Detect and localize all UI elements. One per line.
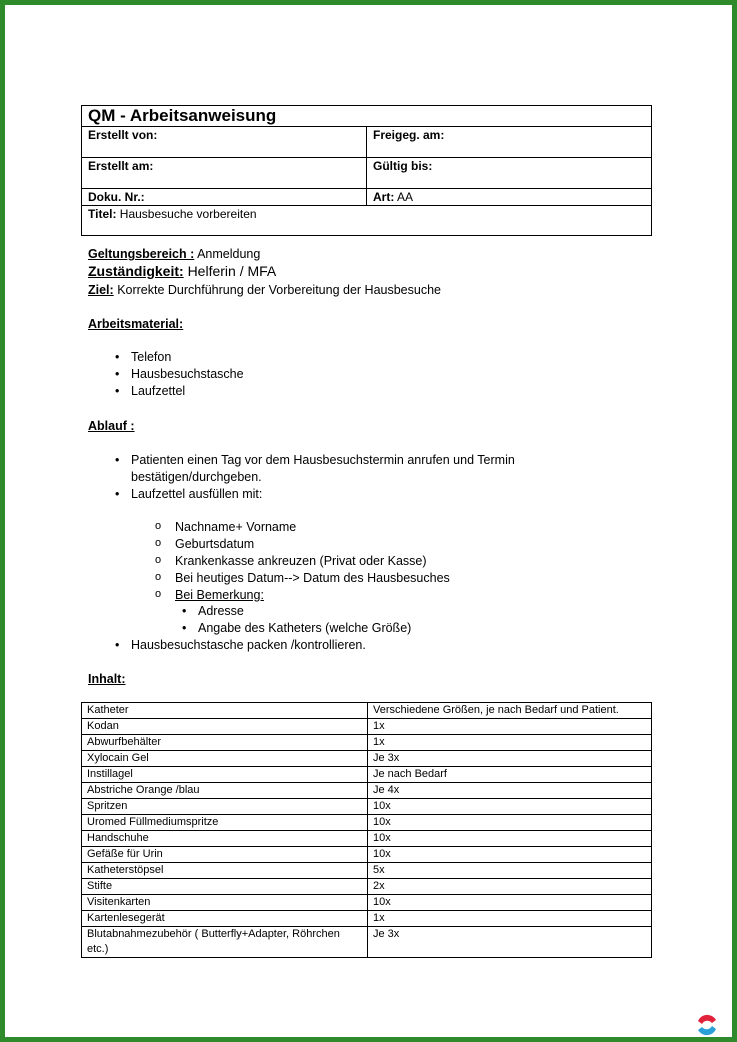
quantity-cell: 10x	[368, 799, 652, 815]
inhalt-heading	[88, 671, 126, 688]
item-cell: Instillagel	[82, 767, 368, 783]
item-cell: Xylocain Gel	[82, 751, 368, 767]
quantity-cell: 10x	[368, 815, 652, 831]
header-table	[81, 105, 652, 236]
zustaendigkeit-label: Zuständigkeit:	[88, 263, 184, 279]
ziel-label: Ziel:	[88, 283, 114, 297]
item-cell: Kartenlesegerät	[82, 911, 368, 927]
quantity-cell: Je 4x	[368, 783, 652, 799]
list-item: o Krankenkasse ankreuzen (Privat oder Kasse)	[175, 553, 450, 570]
quantity-cell: 2x	[368, 879, 652, 895]
quantity-cell: Je nach Bedarf	[368, 767, 652, 783]
item-cell: Visitenkarten	[82, 895, 368, 911]
table-row	[82, 783, 652, 799]
quantity-cell: 5x	[368, 863, 652, 879]
list-item: • Hausbesuchstasche	[131, 366, 244, 383]
quantity-cell: Je 3x	[368, 751, 652, 767]
erstellt-von-cell	[82, 127, 367, 158]
inhalt-heading-text: Inhalt:	[88, 672, 126, 686]
table-row	[82, 703, 652, 719]
ablauf-list-end	[131, 637, 366, 654]
list-item: • Telefon	[131, 349, 244, 366]
quantity-cell: 1x	[368, 719, 652, 735]
table-row	[82, 911, 652, 927]
doku-nr-cell	[82, 189, 367, 206]
gueltig-bis-label: Gültig bis:	[373, 159, 433, 173]
freigeg-am-label: Freigeg. am:	[373, 128, 445, 142]
table-row	[82, 735, 652, 751]
quantity-cell: 1x	[368, 911, 652, 927]
item-cell: Katheterstöpsel	[82, 863, 368, 879]
item-cell: Abwurfbehälter	[82, 735, 368, 751]
item-cell: Uromed Füllmediumspritze	[82, 815, 368, 831]
quantity-cell: Verschiedene Größen, je nach Bedarf und Patient.	[368, 703, 652, 719]
list-item: • Laufzettel	[131, 383, 244, 400]
item-cell: Spritzen	[82, 799, 368, 815]
ziel-value: Korrekte Durchführung der Vorbereitung der Hausbesuche	[117, 283, 441, 297]
geltungsbereich-line	[88, 246, 260, 263]
zustaendigkeit-value: Helferin / MFA	[187, 263, 277, 279]
gueltig-bis-cell	[367, 158, 652, 189]
geltungsbereich-label: Geltungsbereich :	[88, 247, 195, 261]
item-cell: Handschuhe	[82, 831, 368, 847]
geltungsbereich-value: Anmeldung	[197, 247, 261, 261]
ablauf-list	[131, 452, 515, 503]
item-cell: Katheter	[82, 703, 368, 719]
list-item: • Hausbesuchstasche packen /kontrollieren.	[131, 637, 366, 654]
table-row	[82, 847, 652, 863]
quantity-cell: 10x	[368, 895, 652, 911]
document-title: QM - Arbeitsanweisung	[82, 106, 652, 127]
quantity-cell: 10x	[368, 831, 652, 847]
list-item: • Angabe des Katheters (welche Größe)	[198, 620, 411, 637]
erstellt-am-label: Erstellt am:	[88, 159, 154, 173]
ablauf-heading-text: Ablauf :	[88, 419, 135, 433]
freigeg-am-cell	[367, 127, 652, 158]
zustaendigkeit-line	[88, 263, 276, 280]
doku-nr-label: Doku. Nr.:	[88, 190, 145, 204]
table-row	[82, 831, 652, 847]
table-row	[82, 863, 652, 879]
item-cell: Abstriche Orange /blau	[82, 783, 368, 799]
table-row	[82, 815, 652, 831]
erstellt-am-cell	[82, 158, 367, 189]
art-cell	[367, 189, 652, 206]
arbeitsmaterial-list	[131, 349, 244, 400]
bemerkung-list	[198, 603, 411, 637]
quantity-cell: 1x	[368, 735, 652, 751]
table-row	[82, 751, 652, 767]
arbeitsmaterial-heading	[88, 316, 183, 333]
item-cell: Stifte	[82, 879, 368, 895]
inhalt-table	[81, 702, 652, 958]
list-item: o Geburtsdatum	[175, 536, 450, 553]
list-item: o Bei Bemerkung:	[175, 587, 450, 604]
table-row	[82, 879, 652, 895]
ziel-line	[88, 282, 441, 299]
art-value: AA	[397, 190, 414, 204]
item-cell: Blutabnahmezubehör ( Butterfly+Adapter, Röhrchen etc.)	[82, 927, 368, 958]
quantity-cell: Je 3x	[368, 927, 652, 958]
list-item: o Bei heutiges Datum--> Datum des Hausbesuches	[175, 570, 450, 587]
arbeitsmaterial-heading-text: Arbeitsmaterial:	[88, 317, 184, 331]
titel-cell	[82, 206, 652, 236]
table-row	[82, 895, 652, 911]
ablauf-heading	[88, 418, 135, 435]
list-item: • Patienten einen Tag vor dem Hausbesuchstermin anrufen und Termin	[131, 452, 515, 469]
item-cell: Kodan	[82, 719, 368, 735]
table-row	[82, 767, 652, 783]
erstellt-von-label: Erstellt von:	[88, 128, 158, 142]
titel-label: Titel:	[88, 207, 117, 221]
list-item: • Laufzettel ausfüllen mit:	[131, 486, 515, 503]
table-row	[82, 799, 652, 815]
table-row	[82, 927, 652, 958]
art-label: Art:	[373, 190, 395, 204]
laufzettel-sublist	[175, 519, 450, 604]
item-cell: Gefäße für Urin	[82, 847, 368, 863]
logo-icon	[694, 1012, 720, 1038]
table-row	[82, 719, 652, 735]
titel-value: Hausbesuche vorbereiten	[119, 207, 257, 221]
list-item: o Nachname+ Vorname	[175, 519, 450, 536]
quantity-cell: 10x	[368, 847, 652, 863]
list-item-continuation: bestätigen/durchgeben.	[131, 470, 262, 484]
list-item: • Adresse	[198, 603, 411, 620]
